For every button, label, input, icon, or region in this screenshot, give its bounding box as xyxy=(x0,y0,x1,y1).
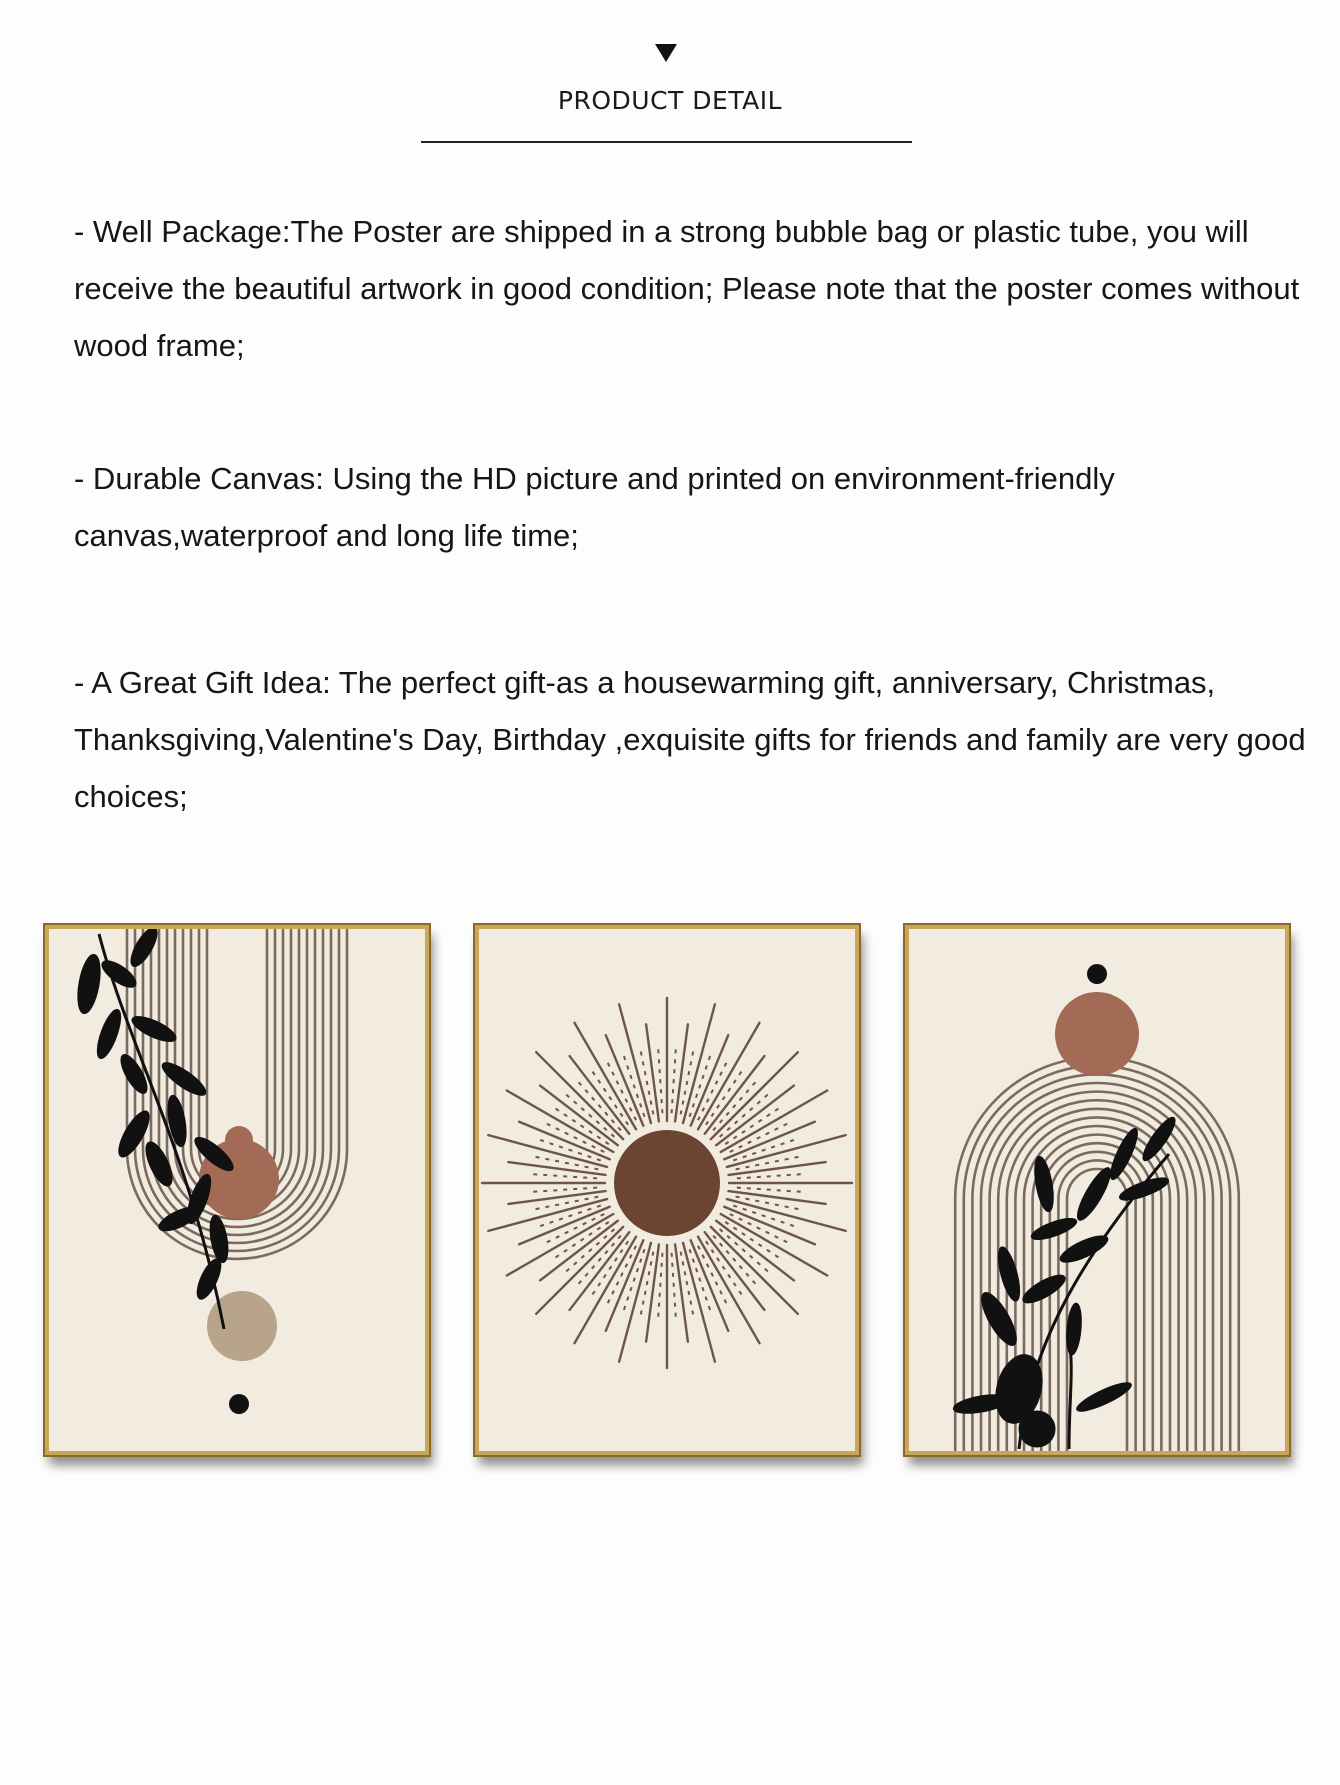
sun-dash xyxy=(658,1253,663,1323)
sun-dash xyxy=(658,1043,663,1113)
sun-dash xyxy=(541,1121,604,1152)
section-title: PRODUCT DETAIL xyxy=(557,86,783,115)
sun-circle xyxy=(614,1130,720,1236)
feature-durable-canvas: - Durable Canvas: Using the HD picture and printed on environment-friendly canvas,waterproof and long life time; xyxy=(74,461,1115,553)
poster-sunburst xyxy=(475,925,859,1455)
leaf-vine xyxy=(74,929,238,1329)
triangle-down-icon xyxy=(655,44,677,62)
sun-ray xyxy=(711,1052,798,1139)
sun-ray xyxy=(728,1191,825,1204)
sun-ray xyxy=(508,1191,605,1204)
terracotta-moon xyxy=(1055,992,1139,1076)
rainbow-arch-artwork xyxy=(49,929,425,1451)
sun-ray xyxy=(646,1244,659,1341)
sun-ray xyxy=(508,1162,605,1175)
sun-dash xyxy=(730,1214,793,1245)
sun-dash xyxy=(737,1174,807,1179)
feature-well-package: - Well Package:The Poster are shipped in a strong bubble bag or plastic tube, you will receive the beautiful artwork in good condition; Please note that the poster comes without wood frame; xyxy=(74,214,1300,363)
sun-ray xyxy=(536,1227,623,1314)
poster-rainbow-arch xyxy=(45,925,429,1455)
arch-moon-artwork xyxy=(909,929,1285,1451)
small-terracotta-circle xyxy=(225,1126,253,1154)
sun-dash xyxy=(605,1057,636,1120)
poster-arch-moon xyxy=(905,925,1289,1455)
sun-dash xyxy=(605,1246,636,1309)
sun-dash xyxy=(541,1214,604,1245)
sun-dash xyxy=(737,1188,807,1193)
product-detail-header xyxy=(0,0,1340,150)
sun-dash xyxy=(698,1246,729,1309)
sun-ray xyxy=(646,1024,659,1121)
sun-dash xyxy=(730,1121,793,1152)
black-dot xyxy=(229,1394,249,1414)
sun-ray xyxy=(728,1162,825,1175)
sun-dash xyxy=(672,1043,677,1113)
sun-ray xyxy=(675,1024,688,1121)
sun-ray xyxy=(675,1244,688,1341)
sun-dash xyxy=(672,1253,677,1323)
sunburst-artwork xyxy=(479,929,855,1451)
sun-dash xyxy=(698,1057,729,1120)
sun-ray xyxy=(711,1227,798,1314)
sun-ray xyxy=(536,1052,623,1139)
title-divider xyxy=(421,141,912,143)
sun-dash xyxy=(527,1174,597,1179)
sun-dash xyxy=(527,1188,597,1193)
feature-gift-idea: - A Great Gift Idea: The perfect gift-as a housewarming gift, anniversary, Christmas, Thanksgiving,Valentine's Day, Birthday ,exquisite gifts for friends and family are very good choices; xyxy=(74,665,1306,814)
black-dot xyxy=(1087,964,1107,984)
